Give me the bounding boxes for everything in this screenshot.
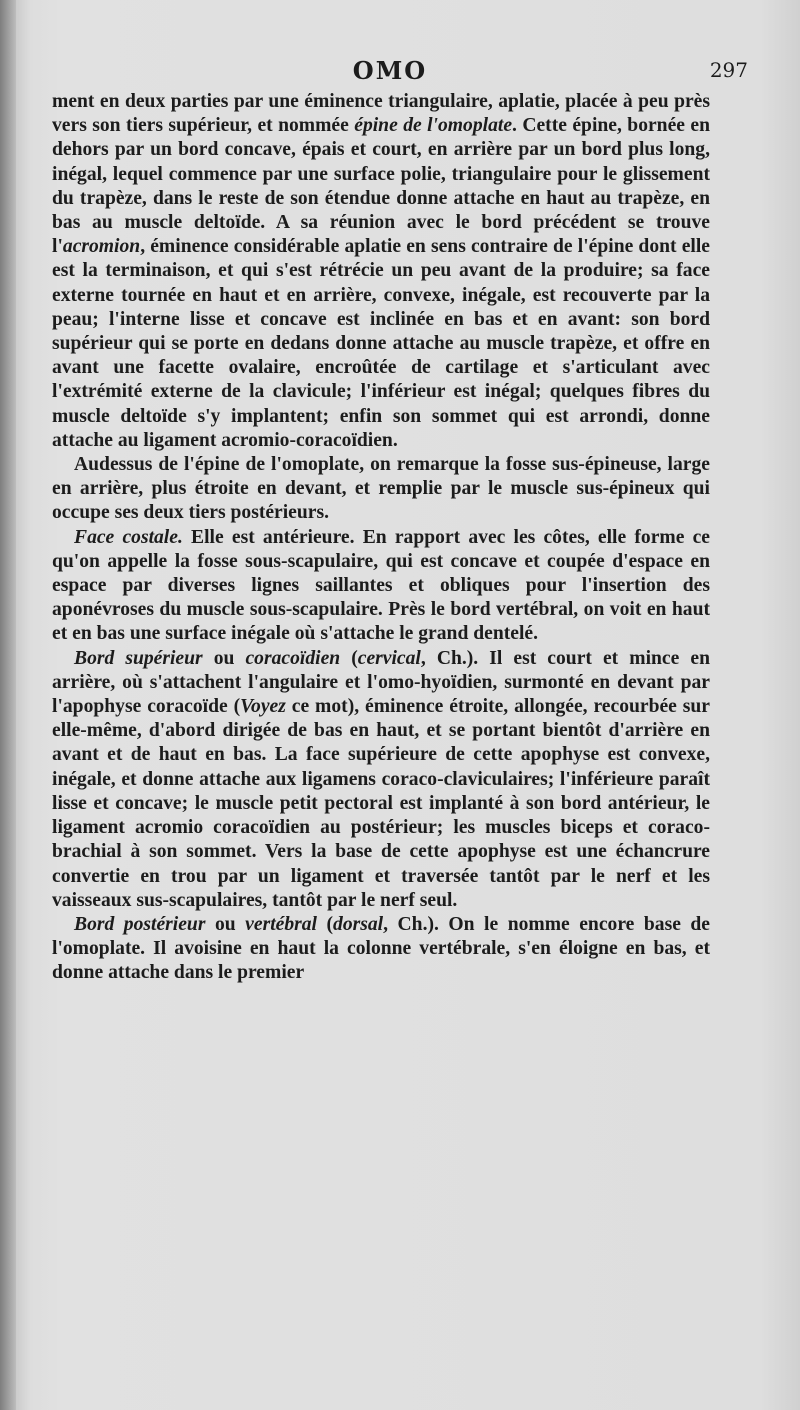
text-run: (	[340, 647, 358, 669]
binding-shadow	[0, 0, 16, 1410]
italic-text: cervical	[357, 647, 421, 669]
italic-text: coracoïdien	[245, 647, 341, 669]
text-run: , éminence considérable aplatie en sens contraire de l'épine dont elle est la terminaison, et qui s'est rétrécie un peu avant de la produire; sa face externe tournée en haut et en arrière, convexe, inégale, est recouverte par la peau; l'interne lisse et concave est inclinée en bas et en avant: son bord supérieur qui se porte en dedans donne attache au muscle trapèze, et offre en avant une facette ovalaire, encroûtée de cartilage et s'articulant avec l'extrémité externe de la clavicule; l'inférieur est inégal; quelques fibres du muscle deltoïde s'y implantent; enfin son sommet qui est arrondi, donne attache au ligament acromio-coracoïdien.	[52, 236, 710, 451]
text-run: . Cette épine, bornée en dehors par un bord concave, épais et court, en arrière par un bord plus long, inégal, lequel commence par une surface polie, triangulaire pour le glissement du trapèze, dans le reste de son étendue donne attache en haut au trapèze, en bas au muscle deltoïde. A sa réunion avec le bord précédent se trouve l'	[52, 115, 710, 258]
text-run: ce mot), éminence étroite, allongée, recourbée sur elle-même, d'abord dirigée de bas en haut, et se portant bientôt d'arrière en avant et de haut en bas. La face supérieure de cette apophyse est convexe, inégale, et donne attache aux ligamens coraco-claviculaires; l'inférieure paraît lisse et concave; le muscle petit pectoral est implanté à son bord antérieur, le ligament acromio coracoïdien au postérieur; les muscles biceps et coraco-brachial à son sommet. Vers la base de cette apophyse est une échancrure convertie en trou par un ligament et traversée tantôt par le nerf et les vaisseaux sus-scapulaires, tantôt par le nerf seul.	[52, 696, 710, 911]
paragraph	[52, 90, 710, 453]
running-head: OMO	[352, 56, 428, 85]
italic-text: Voyez	[240, 696, 286, 718]
italic-text: Bord postérieur	[74, 913, 206, 935]
text-run: ou	[202, 647, 246, 669]
text-run: (	[317, 913, 334, 935]
text-run: , Ch.). On le nomme encore base de l'omoplate. Il avoisine en haut la colonne vertébrale, s'en éloigne en bas, et donne attache dans le premier	[52, 913, 710, 984]
body-text	[52, 90, 710, 986]
italic-text: vertébral	[245, 913, 317, 935]
text-run: ment en deux parties par une éminence triangulaire, aplatie, placée à peu près vers son tiers supérieur, et nommée	[52, 91, 710, 137]
italic-text: acromion	[62, 236, 141, 258]
paragraph	[52, 913, 710, 986]
page-header	[40, 56, 748, 90]
italic-text: Bord supérieur	[74, 647, 203, 669]
page-number: 297	[709, 58, 748, 82]
italic-text: Face costale.	[74, 526, 183, 548]
paragraph	[52, 647, 710, 913]
italic-text: dorsal	[333, 913, 384, 935]
text-run: ou	[205, 913, 246, 935]
italic-text: épine de l'omoplate	[354, 115, 513, 137]
paragraph	[52, 526, 710, 647]
text-run: Elle est antérieure. En rapport avec les côtes, elle forme ce qu'on appelle la fosse sous-scapulaire, qui est concave et coupée d'espace en espace par diverses lignes saillantes et obliques pour l'insertion des aponévroses du muscle sous-scapulaire. Près le bord vertébral, on voit en haut et en bas une surface inégale où s'attache le grand dentelé.	[52, 526, 710, 645]
text-run: Audessus de l'épine de l'omoplate, on remarque la fosse sus-épineuse, large en arrière, plus étroite en devant, et remplie par le muscle sus-épineux qui occupe ses deux tiers postérieurs.	[52, 454, 710, 524]
text-run: , Ch.). Il est court et mince en arrière, où s'attachent l'angulaire et l'omo-hyoïdien, surmonté en devant par l'apophyse coracoïde (	[52, 647, 710, 718]
paragraph	[52, 453, 710, 526]
